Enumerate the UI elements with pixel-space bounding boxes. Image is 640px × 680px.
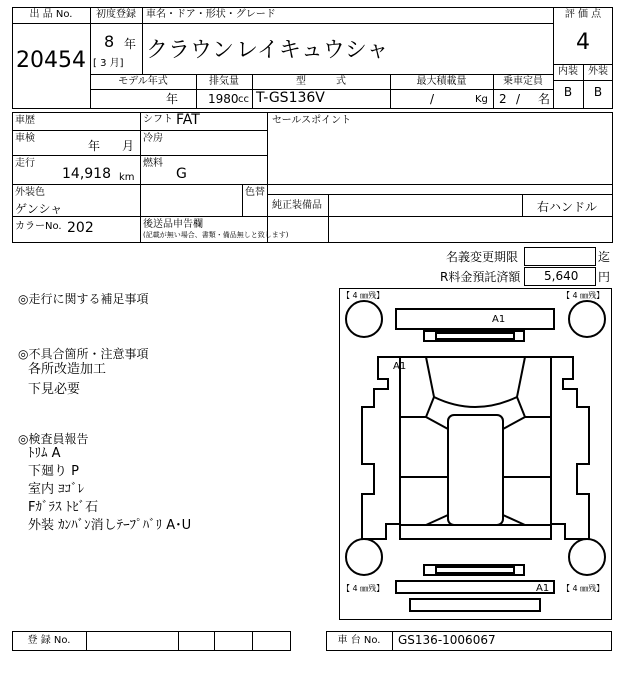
car-name-label: 車名・ドア・形状・グレード bbox=[146, 9, 276, 20]
name-change-unit: 迄 bbox=[598, 250, 611, 264]
reg-year-unit: 年 bbox=[124, 37, 137, 51]
reg-no-label: 登 録 No. bbox=[27, 635, 71, 646]
handle-value: 右ハンドル bbox=[537, 200, 598, 214]
tire-depth-rear-left: 【 4 ㎜残】 bbox=[342, 584, 385, 593]
type-value: T-GS136V bbox=[256, 90, 325, 106]
lot-number: 20454 bbox=[16, 48, 86, 73]
capacity-label: 乗車定員 bbox=[503, 76, 543, 87]
model-year-label: モデル年式 bbox=[118, 76, 168, 87]
fuel-label: 燃料 bbox=[143, 158, 163, 169]
name-change-label: 名義変更期限 bbox=[446, 250, 519, 264]
name-change-box bbox=[524, 247, 596, 266]
inspector-title: ◎検査員報告 bbox=[18, 432, 89, 446]
interior-grade: B bbox=[563, 85, 573, 99]
inspection-year-unit: 年 bbox=[88, 139, 101, 153]
mileage-label: 走行 bbox=[15, 158, 35, 169]
max-load-unit: Kg bbox=[475, 94, 488, 105]
car-grade: レイキュウシャ bbox=[236, 38, 389, 63]
chassis-label: 車 台 No. bbox=[337, 635, 381, 646]
car-outline-svg bbox=[340, 289, 611, 619]
defects-title: ◎不具合箇所・注意事項 bbox=[18, 347, 149, 361]
defect-item: 下見必要 bbox=[28, 382, 81, 397]
inspector-item: ﾄﾘﾑ A bbox=[28, 446, 61, 461]
color-no-value: 202 bbox=[67, 220, 94, 236]
max-load-slash: / bbox=[430, 92, 435, 106]
inspection-label: 車検 bbox=[15, 133, 35, 144]
history-label: 車歴 bbox=[15, 115, 35, 126]
score-value: 4 bbox=[576, 30, 590, 55]
exterior-grade: B bbox=[593, 85, 603, 99]
driving-notes-title: ◎走行に関する補足事項 bbox=[18, 292, 149, 306]
max-load-label: 最大積載量 bbox=[416, 76, 467, 87]
tire-depth-rear-right: 【 4 ㎜残】 bbox=[562, 584, 605, 593]
inspector-item: 下廻り P bbox=[28, 464, 79, 479]
capacity-unit: 名 bbox=[538, 92, 551, 106]
color-change-label: 色替 bbox=[245, 187, 265, 198]
genuine-label: 純正装備品 bbox=[272, 200, 322, 211]
displacement-unit: cc bbox=[238, 94, 249, 105]
defect-item: 各所改造加工 bbox=[28, 362, 107, 377]
reg-month: [ 3 月] bbox=[93, 58, 124, 69]
interior-label: 内装 bbox=[558, 66, 578, 77]
ext-color-label: 外装色 bbox=[15, 187, 45, 198]
ac-label: 冷房 bbox=[143, 133, 163, 144]
inspection-month-unit: 月 bbox=[122, 139, 135, 153]
lot-label: 出 品 No. bbox=[29, 9, 73, 20]
score-label: 評 価 点 bbox=[564, 9, 602, 20]
fuel-value: G bbox=[176, 166, 187, 182]
reg-year: 8 bbox=[104, 32, 115, 51]
displacement-label: 排気量 bbox=[209, 76, 239, 87]
inspector-item: 室内 ﾖｺﾞﾚ bbox=[28, 482, 85, 497]
car-diagram bbox=[339, 288, 612, 620]
recycle-value: 5,640 bbox=[544, 269, 579, 283]
mileage-value: 14,918 bbox=[62, 166, 111, 182]
ext-color-value: ゲンシャ bbox=[15, 202, 63, 216]
sales-point-label: セールスポイント bbox=[272, 115, 352, 126]
capacity-value: 2 bbox=[499, 92, 507, 106]
inspector-item: Fｶﾞﾗｽ ﾄﾋﾞ石 bbox=[28, 500, 99, 515]
shift-value: FAT bbox=[176, 112, 200, 128]
after-doc-label: 後送品申告欄 bbox=[143, 219, 203, 230]
damage-mark-front: A1 bbox=[492, 314, 506, 325]
exterior-label: 外装 bbox=[588, 66, 608, 77]
first-reg-label: 初度登録 bbox=[96, 9, 136, 20]
tire-depth-front-right: 【 4 ㎜残】 bbox=[562, 291, 605, 300]
capacity-slash: / bbox=[516, 92, 521, 106]
chassis-value: GS136-1006067 bbox=[398, 633, 496, 647]
type-label: 型 式 bbox=[296, 76, 346, 87]
damage-mark-rear: A1 bbox=[536, 583, 550, 594]
shift-label: シフト bbox=[143, 114, 173, 125]
car-name: クラウン bbox=[146, 38, 235, 63]
after-doc-note: (記載が無い場合、書類・備品無しと致します) bbox=[143, 231, 289, 239]
model-year-unit: 年 bbox=[166, 92, 179, 106]
tire-depth-front-left: 【 4 ㎜残】 bbox=[342, 291, 385, 300]
recycle-unit: 円 bbox=[598, 270, 611, 284]
recycle-label: R料金預託済額 bbox=[440, 270, 521, 284]
damage-mark-side: A1 bbox=[393, 361, 407, 372]
color-no-label: カラーNo. bbox=[15, 221, 62, 232]
inspector-item: 外装 ｶﾝﾊﾞﾝ消しﾃｰﾌﾟﾊﾞﾘ A･U bbox=[28, 518, 192, 533]
displacement-value: 1980 bbox=[208, 92, 239, 106]
mileage-unit: km bbox=[119, 172, 135, 183]
